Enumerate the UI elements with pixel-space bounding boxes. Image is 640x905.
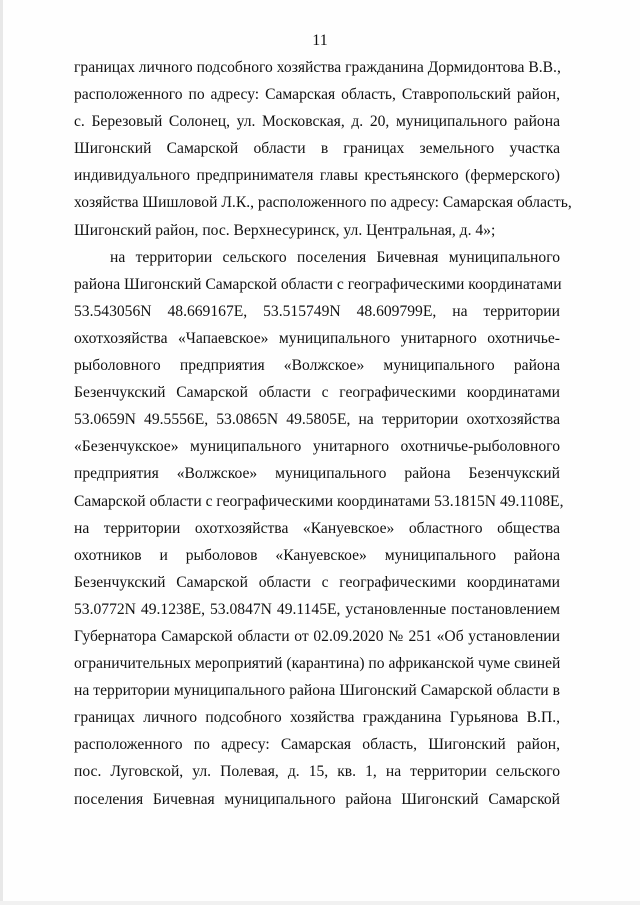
- text-line: пос. Луговской, ул. Полевая, д. 15, кв. 1, на территории сельского: [74, 763, 560, 781]
- text-line: Губернатора Самарской области от 02.09.2020 № 251 «Об установлении: [74, 627, 560, 645]
- text-line: охотников и рыболовов «Кануевское» муниципального района: [74, 546, 560, 564]
- page-number: 11: [312, 32, 328, 49]
- text-line: 53.0772N 49.1238E, 53.0847N 49.1145E, установленные постановлением: [74, 600, 560, 618]
- text-line: предприятия «Волжское» муниципального района Безенчукский: [74, 465, 560, 483]
- text-line: 53.543056N 48.669167E, 53.515749N 48.609799E, на территории: [74, 302, 560, 320]
- text-line: границах личного подсобного хозяйства гражданина Дормидонтова В.В.,: [74, 59, 561, 76]
- text-line: границах личного подсобного хозяйства гражданина Гурьянова В.П.,: [74, 709, 560, 727]
- paragraph: [74, 244, 564, 813]
- text-line: рыболовного предприятия «Волжское» муниципального района: [74, 357, 560, 375]
- text-line: на территории охотхозяйства «Кануевское» областного общества: [74, 519, 560, 537]
- text-line: района Шигонский Самарской области с географическими координатами: [74, 275, 562, 293]
- text-line: Самарской области с географическими координатами 53.1815N 49.1108E,: [74, 492, 564, 510]
- text-line: Безенчукский Самарской области с географическими координатами: [74, 384, 560, 402]
- document-body: [74, 54, 572, 813]
- text-line: Безенчукский Самарской области с географическими координатами: [74, 573, 560, 591]
- text-line: на территории муниципального района Шигонский Самарской области в: [74, 682, 560, 700]
- text-line: индивидуального предпринимателя главы крестьянского (фермерского): [74, 167, 560, 185]
- text-line: Шигонский Самарской области в границах земельного участка: [74, 140, 560, 158]
- text-line: расположенного по адресу: Самарская область, Шигонский район,: [74, 736, 560, 754]
- text-line: «Безенчукское» муниципального унитарного охотничье-рыболовного: [74, 438, 560, 456]
- text-line: Шигонский район, пос. Верхнесуринск, ул. Центральная, д. 4»;: [74, 221, 496, 239]
- text-line: хозяйства Шишловой Л.К., расположенного по адресу: Самарская область,: [74, 194, 572, 212]
- text-line: на территории сельского поселения Бичевная муниципального: [110, 248, 560, 266]
- scan-edge-bottom: [0, 901, 640, 905]
- text-line: 53.0659N 49.5556E, 53.0865N 49.5805E, на территории охотхозяйства: [74, 411, 560, 429]
- text-line: с. Березовый Солонец, ул. Московская, д. 20, муниципального района: [74, 113, 560, 131]
- scan-edge-left: [0, 0, 3, 905]
- text-line: поселения Бичевная муниципального района Шигонский Самарской: [74, 790, 560, 808]
- text-line: расположенного по адресу: Самарская область, Ставропольский район,: [74, 86, 560, 104]
- text-line: ограничительных мероприятий (карантина) по африканской чуме свиней: [74, 655, 561, 673]
- text-line: охотхозяйства «Чапаевское» муниципального унитарного охотничье-: [74, 329, 560, 347]
- paragraph: [74, 54, 572, 244]
